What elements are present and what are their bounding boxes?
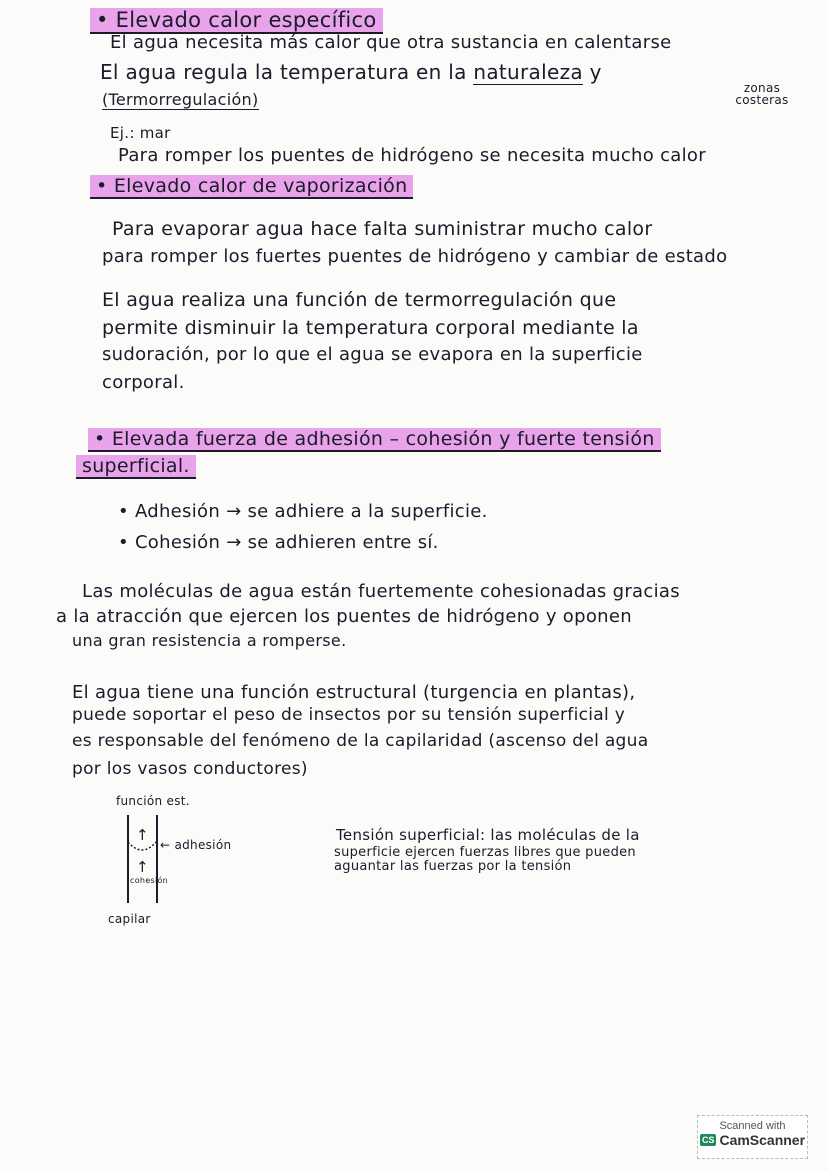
text-line: corporal. [102, 372, 185, 393]
watermark-brand: CamScanner [719, 1132, 806, 1148]
text-fragment: El agua regula la temperatura en la [100, 60, 467, 84]
example: Ej.: mar [110, 124, 171, 142]
camscanner-watermark [697, 1115, 808, 1159]
meniscus-icon [127, 838, 157, 858]
text-line: para romper los fuertes puentes de hidrógeno y cambiar de estado [102, 246, 728, 267]
text-fragment: y [589, 60, 602, 84]
cohesion-label: cohesión [130, 876, 169, 885]
text-line: es responsable del fenómeno de la capilaridad (ascenso del agua [72, 731, 649, 751]
text-line: Para evaporar agua hace falta suministrar mucho calor [112, 218, 653, 240]
tube-wall-right [156, 815, 158, 903]
text-line: por los vasos conductores) [72, 759, 308, 779]
text-line: El agua necesita más calor que otra sustancia en calentarse [110, 32, 672, 53]
text-line: sudoración, por lo que el agua se evapora en la superficie [102, 344, 643, 365]
tube-wall-left [127, 815, 129, 903]
text-line: aguantar las fuerzas por la tensión [334, 859, 572, 874]
text-line: puede soportar el peso de insectos por su tensión superficial y [72, 705, 626, 725]
watermark-brand-row [698, 1132, 807, 1148]
text-line: Las moléculas de agua están fuertemente cohesionadas gracias [82, 581, 680, 602]
heading-vaporization: • Elevado calor de vaporización [90, 175, 413, 199]
underlined-term: naturaleza [473, 60, 583, 84]
text-line: (Termorregulación) [102, 90, 259, 109]
margin-note: zonas costeras [735, 81, 789, 107]
heading-adhesion-cont: superficial. [76, 455, 196, 479]
heading-specific-heat: • Elevado calor específico [90, 8, 383, 34]
watermark-text: Scanned with [719, 1120, 786, 1132]
heading-adhesion: • Elevada fuerza de adhesión – cohesión y fuerte tensión [88, 428, 661, 452]
text-line: a la atracción que ejercen los puentes de hidrógeno y oponen [56, 606, 632, 627]
arrow-up-icon: ↑ [136, 858, 149, 876]
text-line [100, 60, 602, 84]
text-line: El agua realiza una función de termorregulación que [102, 289, 617, 311]
diagram-top-label: función est. [116, 794, 190, 808]
camscanner-logo-icon: CS [701, 1135, 715, 1145]
text-line: permite disminuir la temperatura corporal mediante la [102, 317, 639, 339]
bullet-cohesion: • Cohesión → se adhieren entre sí. [118, 532, 439, 553]
surface-tension-definition: Tensión superficial: las moléculas de la [336, 826, 640, 844]
text-line: El agua tiene una función estructural (turgencia en plantas), [72, 682, 636, 703]
arrow-up-icon: ↑ [136, 826, 149, 844]
capillary-label: capilar [108, 912, 151, 926]
text-line: Para romper los puentes de hidrógeno se necesita mucho calor [118, 145, 706, 166]
bullet-adhesion: • Adhesión → se adhiere a la superficie. [118, 501, 488, 522]
adhesion-label: ← adhesión [160, 838, 232, 852]
text-line: superficie ejercen fuerzas libres que pueden [334, 845, 636, 860]
text-line: una gran resistencia a romperse. [72, 631, 347, 650]
